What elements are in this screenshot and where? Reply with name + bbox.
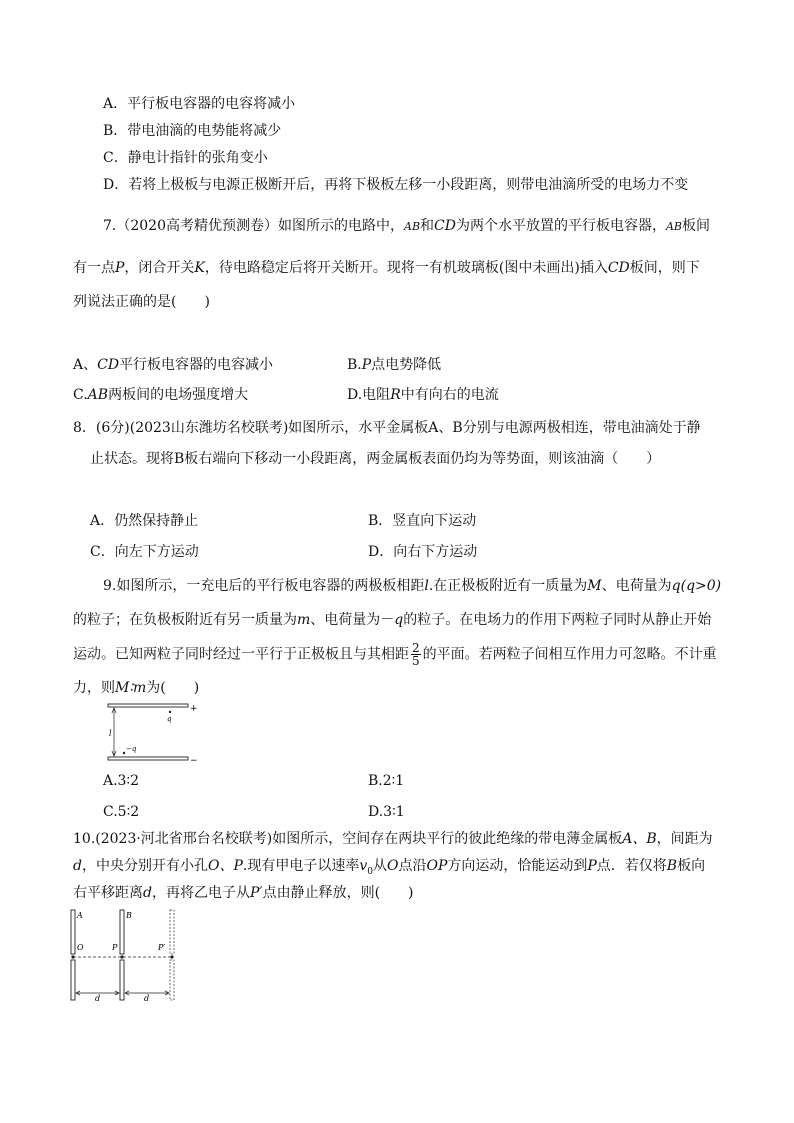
particle-q <box>169 711 171 713</box>
q10-line1: 10.(2023·河北省邢台名校联考)如图所示，空间存在两块平行的彼此绝缘的带电薄金属板A、B，间距为 <box>73 831 713 847</box>
q8-option-c: C．向左下方运动 <box>90 544 199 560</box>
q6-option-a: A．平行板电容器的电容将减小 <box>103 96 296 112</box>
plate-a-label: A <box>77 911 83 920</box>
q7-option-b: B.P点电势降低 <box>347 357 442 373</box>
q9-line3: 运动。已知两粒子同时经过一平行于正极板且与其相距 $\frac{2}{5}$ 的平面。若两粒子间相互作用力可忽略。不计重 <box>73 641 717 668</box>
plate-b-shifted-lower <box>170 960 174 1000</box>
plate-a-upper <box>71 910 75 954</box>
minus-sign: − <box>190 756 198 766</box>
plate-b-shifted-upper <box>170 910 174 954</box>
q6-option-c: C．静电计指针的张角变小 <box>103 150 268 166</box>
q7-line2: 有一点P，闭合开关K，待电路稳定后将开关断开。现将一有机玻璃板(图中未画出)插入CD板间，则下 <box>73 260 700 276</box>
hole-p <box>120 955 123 958</box>
positive-plate <box>108 704 188 707</box>
q7-option-a: A、CD平行板电容器的电容减小 <box>73 357 274 373</box>
q7-option-d: D.电阻R中有向右的电流 <box>347 387 499 403</box>
q9-option-c: C.5∶2 <box>103 804 140 820</box>
q9-line2: 的粒子；在负极板附近有另一质量为m、电荷量为－q的粒子。在电场力的作用下两粒子同时从静止开始 <box>73 612 712 628</box>
plate-b-label: B <box>126 911 132 920</box>
q8-option-d: D．向右下方运动 <box>368 544 478 560</box>
distance-d2-label: d <box>144 994 150 1003</box>
hole-o <box>71 955 74 958</box>
q7-line3: 列说法正确的是( ) <box>73 294 210 310</box>
q6-option-d: D．若将上极板与电源正极断开后，再将下极板左移一小段距离，则带电油滴所受的电场力不变 <box>103 177 689 193</box>
q10-line2: d，中央分别开有小孔O、P.现有甲电子以速率$v_0$从O点沿OP方向运动，恰能运动到P点．若仅将B板向 <box>73 858 706 877</box>
particle-neg-q-label: −q <box>126 745 137 753</box>
point-p-prime-label: P′ <box>158 943 166 952</box>
q9-option-d: D.3∶1 <box>368 804 405 820</box>
q9-line1: 9.如图所示，一充电后的平行板电容器的两极板相距l.在正极板附近有一质量为M、电荷量为q(q>0) <box>103 578 722 594</box>
q8-line2: 止状态。现将B板右端向下移动一小段距离，两金属板表面仍均为等势面，则该油滴（ ） <box>90 451 661 467</box>
q9-option-b: B.2∶1 <box>368 773 405 789</box>
q10-line3: 右平移距离d，再将乙电子从P′点由静止释放，则( ) <box>73 885 414 901</box>
particle-neg-q <box>123 752 125 754</box>
plate-a-lower <box>71 960 75 1000</box>
q10-plates-figure <box>66 906 186 1006</box>
plate-b-upper <box>120 910 124 954</box>
negative-plate <box>108 757 188 760</box>
q9-line4: 力，则M∶m为( ) <box>73 680 200 696</box>
distance-d1-label: d <box>95 994 101 1003</box>
q6-option-b: B．带电油滴的电势能将减少 <box>103 123 282 139</box>
point-o-label: O <box>77 943 84 952</box>
plate-b-lower <box>120 960 124 1000</box>
q8-line1: 8．(6分)(2023山东潍坊名校联考)如图所示，水平金属板A、B分别与电源两极相连，带电油滴处于静 <box>73 420 701 436</box>
q9-option-a: A.3∶2 <box>103 773 140 789</box>
point-p-prime <box>170 955 173 958</box>
distance-label: l <box>109 729 112 738</box>
q7-option-c: C.AB两板间的电场强度增大 <box>73 387 249 403</box>
point-p-label: P <box>112 943 118 952</box>
particle-q-label: q <box>167 715 172 723</box>
q7-line1: 7.（2020高考精优预测卷）如图所示的电路中，AB和CD为两个水平放置的平行板电容器，AB板间 <box>103 218 710 234</box>
q8-option-b: B．竖直向下运动 <box>368 513 477 529</box>
q8-option-a: A．仍然保持静止 <box>90 513 199 529</box>
plus-sign: + <box>190 704 198 714</box>
q9-fraction: $\frac{2}{5}$ <box>412 641 420 668</box>
q9-capacitor-figure <box>100 700 210 766</box>
